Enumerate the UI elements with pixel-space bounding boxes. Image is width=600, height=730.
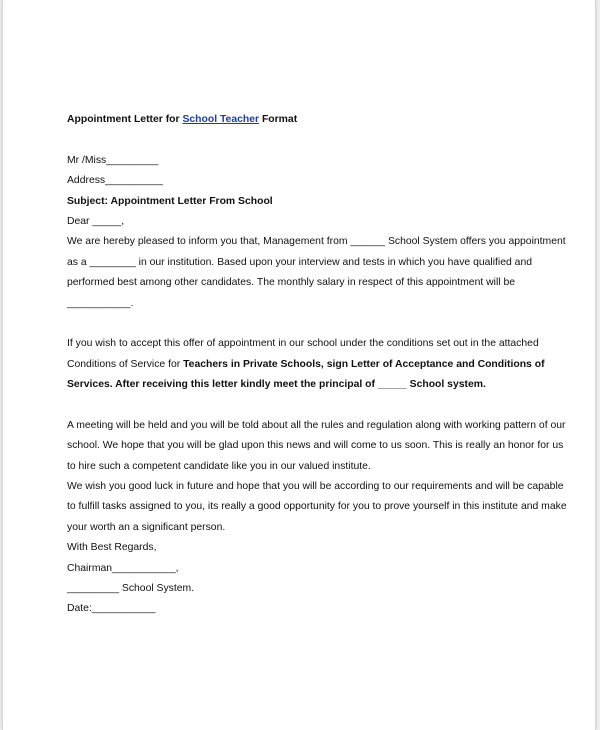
paragraph3-line: to fulfill tasks assigned to you, its really a good opportunity for you to prove yourself in this institute and make — [67, 501, 567, 513]
mr-miss-line: Mr /Miss_________ — [67, 154, 159, 166]
school-system-line: _________ School System. — [67, 582, 195, 594]
paragraph3-line: your worth an a significant person. — [67, 521, 226, 533]
letter-title — [67, 110, 547, 130]
paragraph1-line: ___________. — [67, 297, 134, 309]
school-teacher-link[interactable]: School Teacher — [182, 114, 260, 125]
chairman-line: Chairman___________, — [67, 562, 179, 574]
document-page — [2, 0, 596, 730]
date-line: Date:___________ — [67, 603, 156, 615]
paragraph3-line: to hire such a competent candidate like you in our valued institute. — [67, 460, 371, 472]
paragraph2-line: If you wish to accept this offer of appointment in our school under the conditions set out in the attached — [67, 338, 539, 350]
paragraph3-line: A meeting will be held and you will be told about all the rules and regulation along with working pattern of our — [67, 419, 566, 431]
title-prefix: Appointment Letter for — [67, 114, 183, 125]
address-line: Address__________ — [67, 175, 163, 187]
paragraph1-line: We are hereby pleased to inform you that, Management from ______ School System offers you appointment — [67, 236, 566, 248]
paragraph2-line: Services. After receiving this letter kindly meet the principal of _____ School system. — [67, 379, 486, 391]
subject-line: Subject: Appointment Letter From School — [67, 195, 273, 207]
paragraph3-line: school. We hope that you will be glad upon this news and will come to us soon. This is really an honor for us — [67, 440, 564, 452]
dear-line: Dear _____, — [67, 215, 125, 227]
paragraph2-normal-text: Conditions of Service for — [67, 358, 184, 370]
paragraph1-line: as a ________ in our institution. Based upon your interview and tests in which you have qualified and — [67, 256, 532, 268]
paragraph1-line: performed best among other candidates. The monthly salary in respect of this appointment will be — [67, 277, 515, 289]
regards-line: With Best Regards, — [67, 542, 157, 554]
paragraph3-line: We wish you good luck in future and hope that you will be according to our requirements and will be capable — [67, 481, 564, 493]
letter-body — [67, 110, 567, 620]
paragraph2-bold-text: Teachers in Private Schools, sign Letter of Acceptance and Conditions of — [183, 358, 545, 370]
paragraph2-line — [67, 355, 547, 375]
title-suffix: Format — [259, 114, 298, 125]
